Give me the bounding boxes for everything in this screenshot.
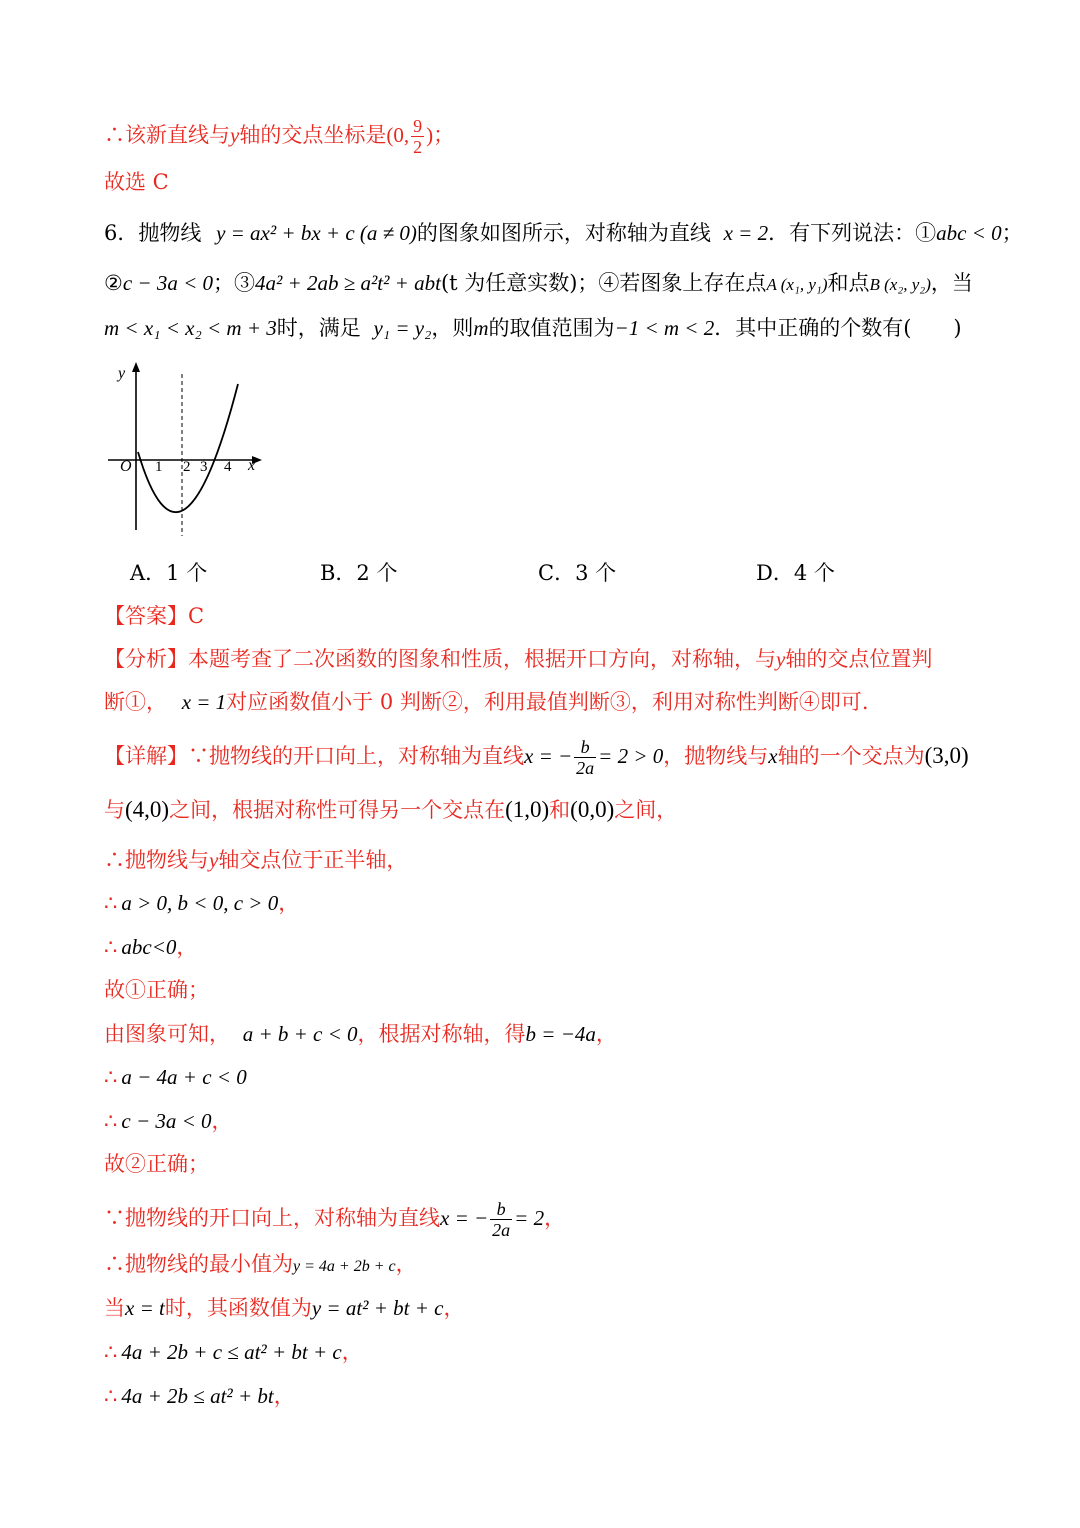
x-label: x bbox=[248, 457, 256, 474]
math-equation: a − 4a + c < 0 bbox=[121, 1065, 247, 1089]
math-point: (3,0) bbox=[924, 743, 969, 768]
math-equation: m < x₁ < x₂ < m + 3 bbox=[104, 316, 277, 340]
text-segment: ∴抛物线与 bbox=[104, 848, 209, 872]
text-segment: 轴交点位于正半轴， bbox=[218, 848, 408, 872]
text-segment: ，根据对称轴，得 bbox=[357, 1022, 526, 1046]
text-segment: ∴ bbox=[104, 891, 118, 915]
tick-label: 3 bbox=[200, 459, 208, 475]
detail-line-3 bbox=[104, 845, 407, 875]
text-segment: ∵抛物线的开口向上，对称轴为直线 bbox=[104, 1206, 440, 1230]
tick-label: 2 bbox=[183, 459, 191, 475]
text-segment: ；③ bbox=[213, 271, 255, 295]
conclusion-line bbox=[104, 116, 454, 157]
math-equation: −1 < m < 2 bbox=[614, 316, 715, 340]
text-segment: ．有下列说法：① bbox=[768, 221, 937, 245]
fraction-numerator: 9 bbox=[413, 116, 423, 136]
text-segment: ∴抛物线的最小值为 bbox=[104, 1252, 293, 1276]
math-equation: = 2 > 0 bbox=[598, 744, 664, 768]
detail-line-14 bbox=[104, 1337, 363, 1367]
text-segment: 与 bbox=[104, 798, 125, 822]
math-equation: x = 2 bbox=[723, 221, 769, 245]
math-var: y bbox=[230, 123, 240, 147]
tick-label: 1 bbox=[155, 459, 163, 475]
math-equation: 4a² + 2ab ≥ a²t² + abt bbox=[255, 271, 441, 295]
text-segment: 断①， bbox=[104, 690, 167, 714]
fraction-denominator: 2 bbox=[413, 137, 423, 157]
math-equation: 4a + 2b ≤ at² + bt bbox=[121, 1384, 274, 1408]
text-segment: ， bbox=[443, 1296, 465, 1320]
text-segment: 【分析】本题考查了二次函数的图象和性质，根据开口方向，对称轴，与 bbox=[104, 647, 776, 671]
text-segment: ， bbox=[273, 1384, 295, 1408]
math-equation: 4a + 2b + c ≤ at² + bt + c bbox=[121, 1340, 342, 1364]
text-segment: ， bbox=[395, 1252, 417, 1276]
math-equation: abc<0 bbox=[121, 935, 177, 959]
math-point: A (x₁, y₁) bbox=[766, 275, 828, 294]
math-equation: abc < 0 bbox=[936, 221, 1002, 245]
detail-line-5 bbox=[104, 932, 197, 962]
detail-line-7 bbox=[104, 1019, 617, 1049]
text-segment: ．其中正确的个数有( ) bbox=[714, 316, 962, 340]
math-text: (0, bbox=[386, 123, 410, 147]
math-equation: x = − bbox=[440, 1206, 489, 1230]
text-segment: ，则 bbox=[431, 316, 474, 340]
text-segment: ∴ bbox=[104, 1065, 118, 1089]
detail-line-10: 故②正确； bbox=[104, 1152, 209, 1176]
text-segment: ， bbox=[278, 891, 300, 915]
text-segment: 当 bbox=[104, 1296, 125, 1320]
y-label: y bbox=[118, 365, 126, 382]
math-point: (1,0) bbox=[505, 797, 550, 822]
question-line-1 bbox=[104, 218, 1023, 248]
text-segment: 6．抛物线 bbox=[104, 221, 202, 245]
option-d[interactable]: D．4 个 bbox=[756, 561, 835, 585]
text-segment: ∴ bbox=[104, 1340, 118, 1364]
choose-line: 故选 C bbox=[104, 170, 169, 194]
math-var: y bbox=[209, 848, 219, 872]
tick-label: 4 bbox=[224, 459, 232, 475]
text-segment: 和 bbox=[549, 798, 571, 822]
analysis-line-2 bbox=[104, 687, 869, 717]
math-equation: c − 3a < 0 bbox=[121, 1109, 212, 1133]
text-segment: 时，满足 bbox=[276, 316, 361, 340]
text-segment: 的取值范围为 bbox=[488, 316, 615, 340]
text-segment: ， bbox=[595, 1022, 617, 1046]
text-segment: 的图象如图所示，对称轴为直线 bbox=[416, 221, 711, 245]
math-equation: a > 0, b < 0, c > 0 bbox=[121, 891, 279, 915]
text-segment: ∴该新直线与 bbox=[104, 123, 230, 147]
math-var: y bbox=[776, 647, 786, 671]
math-equation: y₁ = y₂ bbox=[373, 316, 432, 340]
math-point: (4,0) bbox=[125, 797, 170, 822]
text-segment: 对应函数值小于 0 判断②，利用最值判断③，利用对称性判断④即可. bbox=[226, 690, 869, 714]
origin-label: O bbox=[120, 458, 132, 475]
text-segment: ，当 bbox=[930, 271, 973, 295]
text-segment: ， bbox=[341, 1340, 363, 1364]
text-segment: ② bbox=[104, 271, 123, 295]
fraction-numerator: b bbox=[574, 737, 596, 758]
math-var: m bbox=[473, 316, 489, 340]
question-line-2 bbox=[104, 268, 973, 300]
detail-line-9 bbox=[104, 1106, 233, 1136]
math-equation: y = at² + bt + c bbox=[311, 1296, 444, 1320]
text-segment: 轴的一个交点为 bbox=[777, 744, 925, 768]
parabola-graph bbox=[100, 360, 270, 540]
math-equation: c − 3a < 0 bbox=[122, 271, 213, 295]
detail-line-12 bbox=[104, 1249, 417, 1282]
option-a[interactable]: A．1 个 bbox=[130, 561, 208, 585]
y-axis-arrow bbox=[132, 362, 140, 372]
math-equation: b = −4a bbox=[525, 1022, 596, 1046]
answer-line: 【答案】C bbox=[104, 604, 205, 628]
text-segment: ∴ bbox=[104, 1109, 118, 1133]
math-equation: x = 1 bbox=[181, 690, 227, 714]
text-segment: 【详解】∵抛物线的开口向上，对称轴为直线 bbox=[104, 744, 524, 768]
question-line-3 bbox=[104, 313, 962, 343]
text-segment: ， bbox=[544, 1206, 566, 1230]
analysis-line-1 bbox=[104, 644, 932, 674]
fraction-denominator: 2a bbox=[576, 758, 595, 778]
detail-line-15 bbox=[104, 1381, 295, 1411]
detail-line-6: 故①正确； bbox=[104, 978, 209, 1002]
math-equation: x = t bbox=[125, 1296, 165, 1320]
option-b[interactable]: B．2 个 bbox=[320, 561, 398, 585]
math-equation: y = ax² + bx + c (a ≠ 0) bbox=[216, 221, 417, 245]
text-segment: ，抛物线与 bbox=[663, 744, 769, 768]
detail-line-8 bbox=[104, 1062, 247, 1092]
text-segment: ∴ bbox=[104, 935, 118, 959]
text-segment: 时，其函数值为 bbox=[164, 1296, 312, 1320]
text-segment: 轴的交点坐标是 bbox=[239, 123, 387, 147]
text-segment: 和点 bbox=[827, 271, 870, 295]
detail-line-11 bbox=[104, 1199, 565, 1240]
math-equation: a + b + c < 0 bbox=[242, 1022, 358, 1046]
fraction bbox=[411, 116, 424, 157]
detail-line-4 bbox=[104, 888, 299, 918]
text-segment: ， bbox=[176, 935, 198, 959]
text-segment: ， bbox=[211, 1109, 233, 1133]
math-equation: = 2 bbox=[514, 1206, 545, 1230]
text-segment: ； bbox=[1001, 221, 1023, 245]
math-equation: x = − bbox=[524, 744, 573, 768]
detail-line-13 bbox=[104, 1293, 464, 1323]
option-c[interactable]: C．3 个 bbox=[538, 561, 617, 585]
fraction bbox=[490, 1199, 512, 1240]
text-segment: 之间， bbox=[614, 798, 678, 822]
math-equation: y = 4a + 2b + c bbox=[293, 1258, 396, 1275]
parabola-curve bbox=[138, 384, 238, 512]
math-text: )； bbox=[426, 123, 455, 147]
text-segment: 之间，根据对称性可得另一个交点在 bbox=[169, 798, 506, 822]
math-point: B (x₂, y₂) bbox=[869, 275, 931, 294]
text-segment: ∴ bbox=[104, 1384, 118, 1408]
detail-line-1 bbox=[104, 737, 969, 778]
fraction-denominator: 2a bbox=[492, 1220, 511, 1240]
fraction-numerator: b bbox=[490, 1199, 512, 1220]
fraction bbox=[574, 737, 596, 778]
text-segment: 轴的交点位置判 bbox=[785, 647, 933, 671]
math-point: (0,0) bbox=[570, 797, 615, 822]
text-segment: 由图象可知， bbox=[104, 1022, 230, 1046]
detail-line-2 bbox=[104, 795, 677, 825]
math-var: x bbox=[768, 744, 778, 768]
text-segment: (t 为任意实数)；④若图象上存在点 bbox=[440, 271, 767, 295]
